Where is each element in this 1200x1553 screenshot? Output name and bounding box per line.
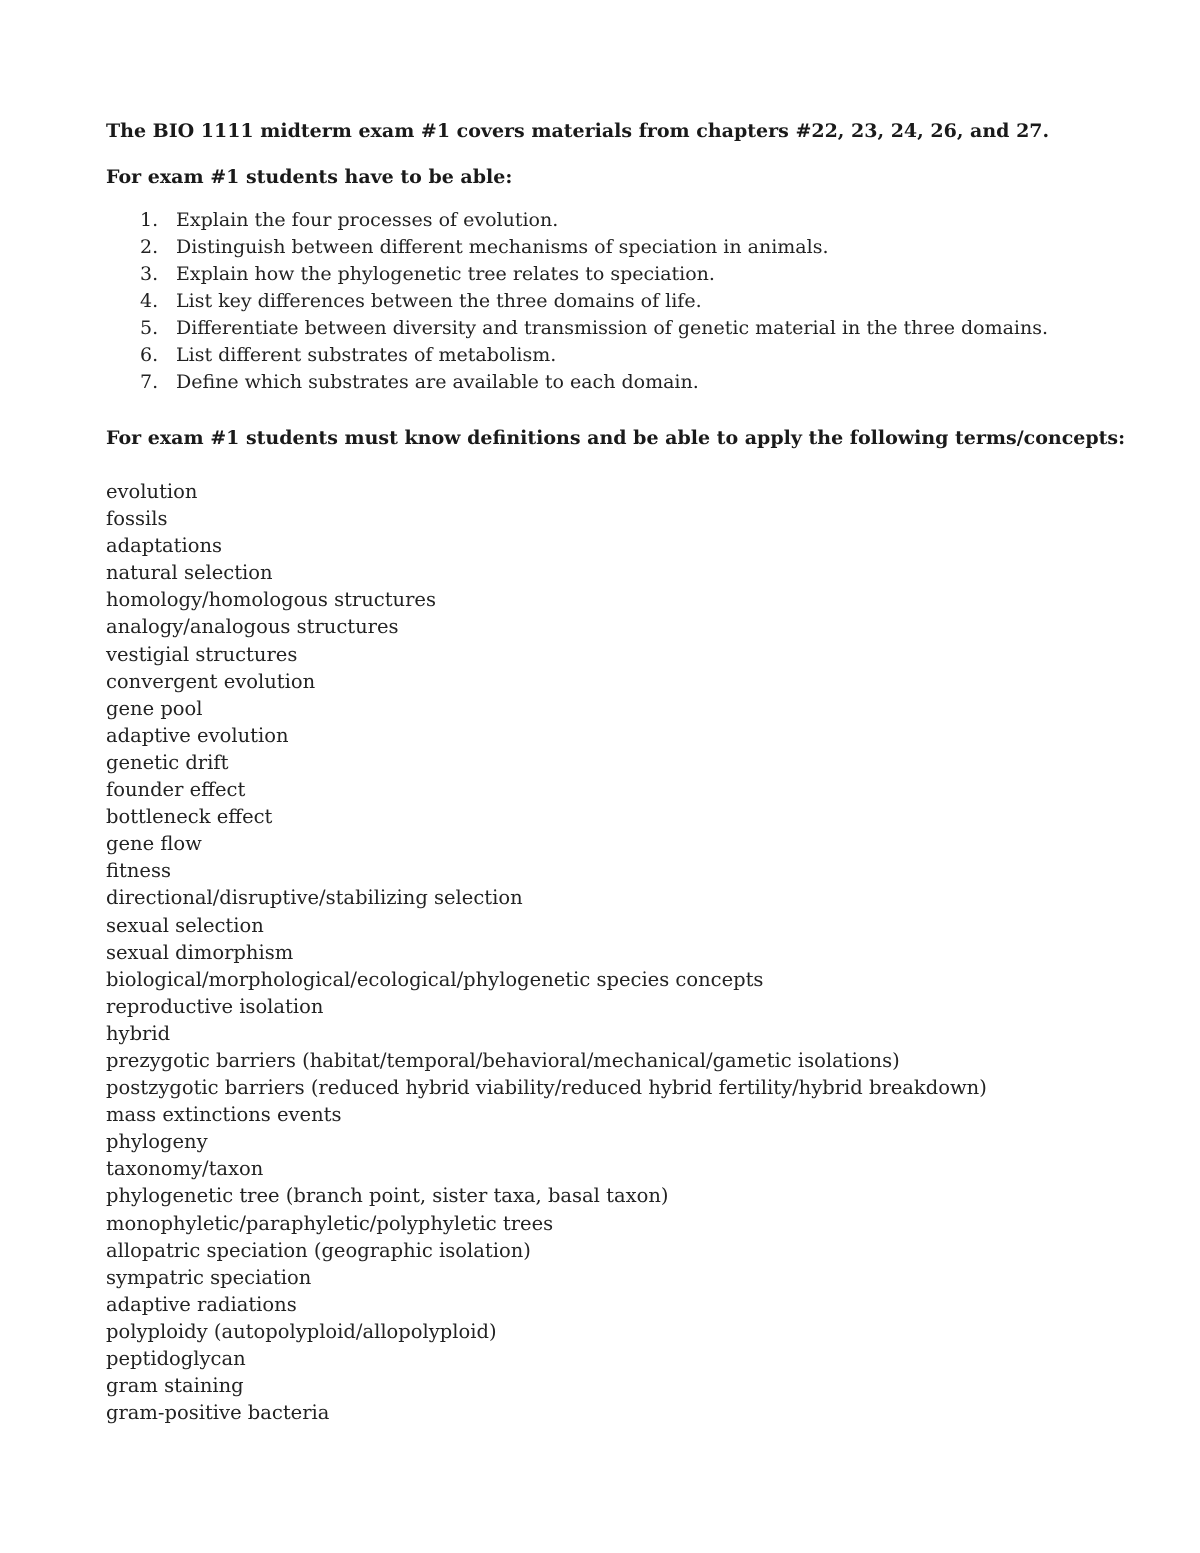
abilities-heading: For exam #1 students have to be able:: [106, 166, 513, 188]
objective-item: [106, 288, 1048, 315]
intro-heading: The BIO 1111 midterm exam #1 covers materials from chapters #22, 23, 24, 26, and 27.: [106, 120, 1050, 142]
term-item: monophyletic/paraphyletic/polyphyletic trees: [106, 1211, 554, 1235]
term-item: evolution: [106, 480, 198, 503]
term-item: directional/disruptive/stabilizing selection: [106, 886, 523, 910]
term-item: prezygotic barriers (habitat/temporal/behavioral/mechanical/gametic isolations): [106, 1048, 900, 1072]
objective-number: 2.: [140, 236, 159, 258]
objective-text: Distinguish between different mechanisms of speciation in animals.: [176, 236, 829, 258]
term-item: reproductive isolation: [106, 994, 324, 1018]
term-item: mass extinctions events: [106, 1103, 342, 1127]
term-item: analogy/analogous structures: [106, 615, 399, 639]
term-item: peptidoglycan: [106, 1347, 246, 1370]
term-item: gene pool: [106, 696, 203, 720]
objective-item: [106, 369, 1048, 396]
term-item: gram-positive bacteria: [106, 1401, 330, 1425]
term-item: sexual dimorphism: [106, 940, 294, 964]
term-item: postzygotic barriers (reduced hybrid viability/reduced hybrid fertility/hybrid breakdown): [106, 1076, 987, 1100]
objective-number: 4.: [140, 290, 159, 312]
objective-number: 3.: [140, 263, 159, 285]
term-item: vestigial structures: [106, 642, 298, 666]
objective-text: Explain the four processes of evolution.: [176, 209, 559, 231]
term-item: biological/morphological/ecological/phylogenetic species concepts: [106, 967, 764, 991]
term-item: phylogeny: [106, 1130, 208, 1154]
objectives-list: [106, 207, 1048, 396]
term-item: hybrid: [106, 1021, 171, 1045]
objective-item: [106, 315, 1048, 342]
term-item: gram staining: [106, 1374, 244, 1398]
objective-text: Differentiate between diversity and transmission of genetic material in the three domains.: [176, 317, 1049, 339]
objective-text: Define which substrates are available to each domain.: [176, 371, 699, 393]
objective-number: 7.: [140, 371, 159, 393]
objective-item: [106, 261, 1048, 288]
term-item: founder effect: [106, 778, 246, 802]
term-item: genetic drift: [106, 750, 229, 774]
term-item: fossils: [106, 507, 168, 531]
term-item: allopatric speciation (geographic isolation): [106, 1238, 531, 1262]
objective-text: List key differences between the three domains of life.: [176, 290, 702, 312]
term-item: homology/homologous structures: [106, 588, 436, 612]
term-item: sexual selection: [106, 913, 264, 937]
term-item: natural selection: [106, 561, 273, 585]
term-item: phylogenetic tree (branch point, sister taxa, basal taxon): [106, 1184, 669, 1208]
objective-text: List different substrates of metabolism.: [176, 344, 557, 366]
term-item: sympatric speciation: [106, 1265, 312, 1289]
term-item: adaptive evolution: [106, 723, 289, 747]
term-item: taxonomy/taxon: [106, 1157, 264, 1181]
objective-number: 6.: [140, 344, 159, 366]
term-item: polyploidy (autopolyploid/allopolyploid): [106, 1319, 497, 1343]
objective-item: [106, 234, 1048, 261]
objective-item: [106, 207, 1048, 234]
term-item: gene flow: [106, 832, 202, 856]
terms-heading: For exam #1 students must know definitions and be able to apply the following terms/concepts:: [106, 427, 1126, 449]
objective-number: 5.: [140, 317, 159, 339]
term-item: bottleneck effect: [106, 805, 273, 829]
term-item: convergent evolution: [106, 669, 316, 693]
objective-item: [106, 342, 1048, 369]
objective-text: Explain how the phylogenetic tree relates to speciation.: [176, 263, 715, 285]
objective-number: 1.: [140, 209, 159, 231]
term-item: fitness: [106, 859, 171, 883]
term-item: adaptations: [106, 534, 223, 558]
term-item: adaptive radiations: [106, 1292, 297, 1316]
terms-list: [106, 478, 987, 1426]
